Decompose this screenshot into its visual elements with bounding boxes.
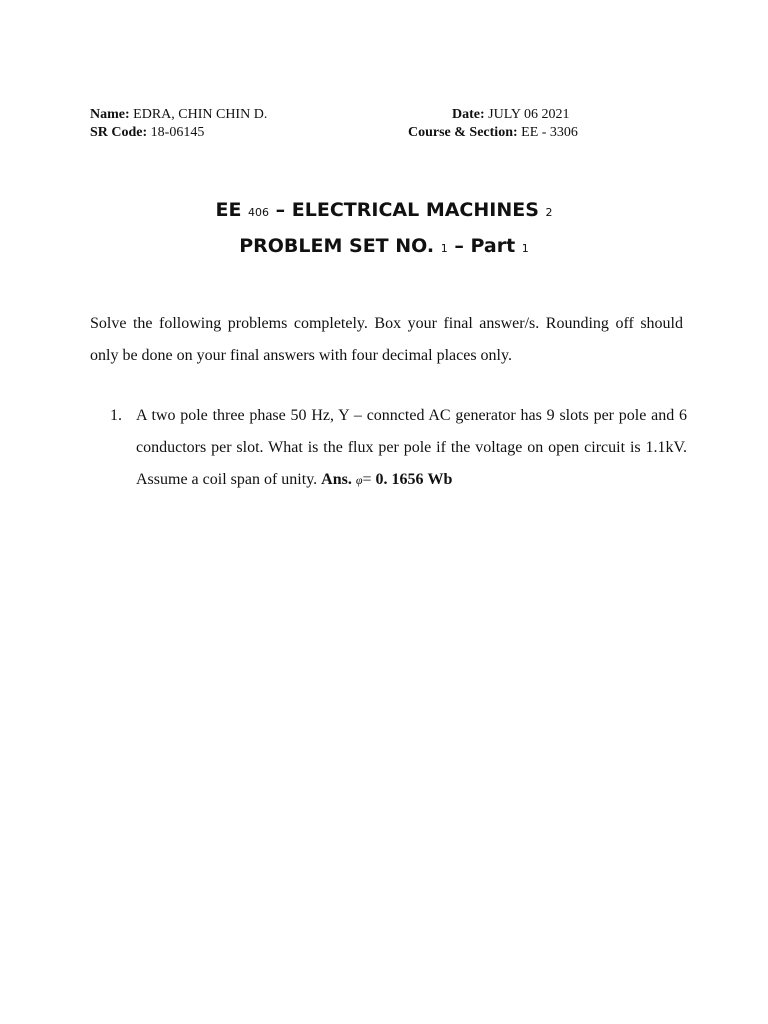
problem-number: 1. [110,407,122,424]
course-part-number: 2 [545,206,553,219]
answer-label: Ans. [321,471,352,488]
sr-code-value: 18-06145 [150,125,205,140]
course-section-value: EE - 3306 [521,125,578,140]
instructions-paragraph: Solve the following problems completely. Box your final answer/s. Rounding off should only be done on your final answers with four decimal places only. [90,315,683,364]
answer-value: 0. 1656 Wb [375,471,453,488]
date-field [452,106,569,124]
document-subtitle [0,233,768,262]
course-section-label: Course & Section: [408,125,518,140]
title-course-name: – ELECTRICAL MACHINES [269,199,546,221]
sr-code-label: SR Code: [90,125,148,140]
course-section-field [408,124,578,142]
date-value: JULY 06 2021 [488,107,570,122]
problem-set-number: 1 [440,242,448,255]
document-title [0,197,768,226]
name-label: Name: [90,107,130,122]
subtitle-prefix: PROBLEM SET NO. [239,235,441,257]
course-number: 406 [248,206,270,219]
title-prefix: EE [215,199,249,221]
answer-equals: = [362,471,376,488]
sr-code-field [90,124,204,142]
problem-text [136,400,687,496]
subtitle-part-label: – Part [447,235,522,257]
name-field [90,106,267,124]
name-value: EDRA, CHIN CHIN D. [133,107,268,122]
problem-statement: A two pole three phase 50 Hz, Y – conncted AC generator has 9 slots per pole and 6 conductors per slot. What is the flux per pole if the voltage on open circuit is 1.1kV. Assume a coil span of unity. [136,407,687,488]
part-number: 1 [521,242,529,255]
phi-symbol: φ [355,473,363,487]
date-label: Date: [452,107,485,122]
